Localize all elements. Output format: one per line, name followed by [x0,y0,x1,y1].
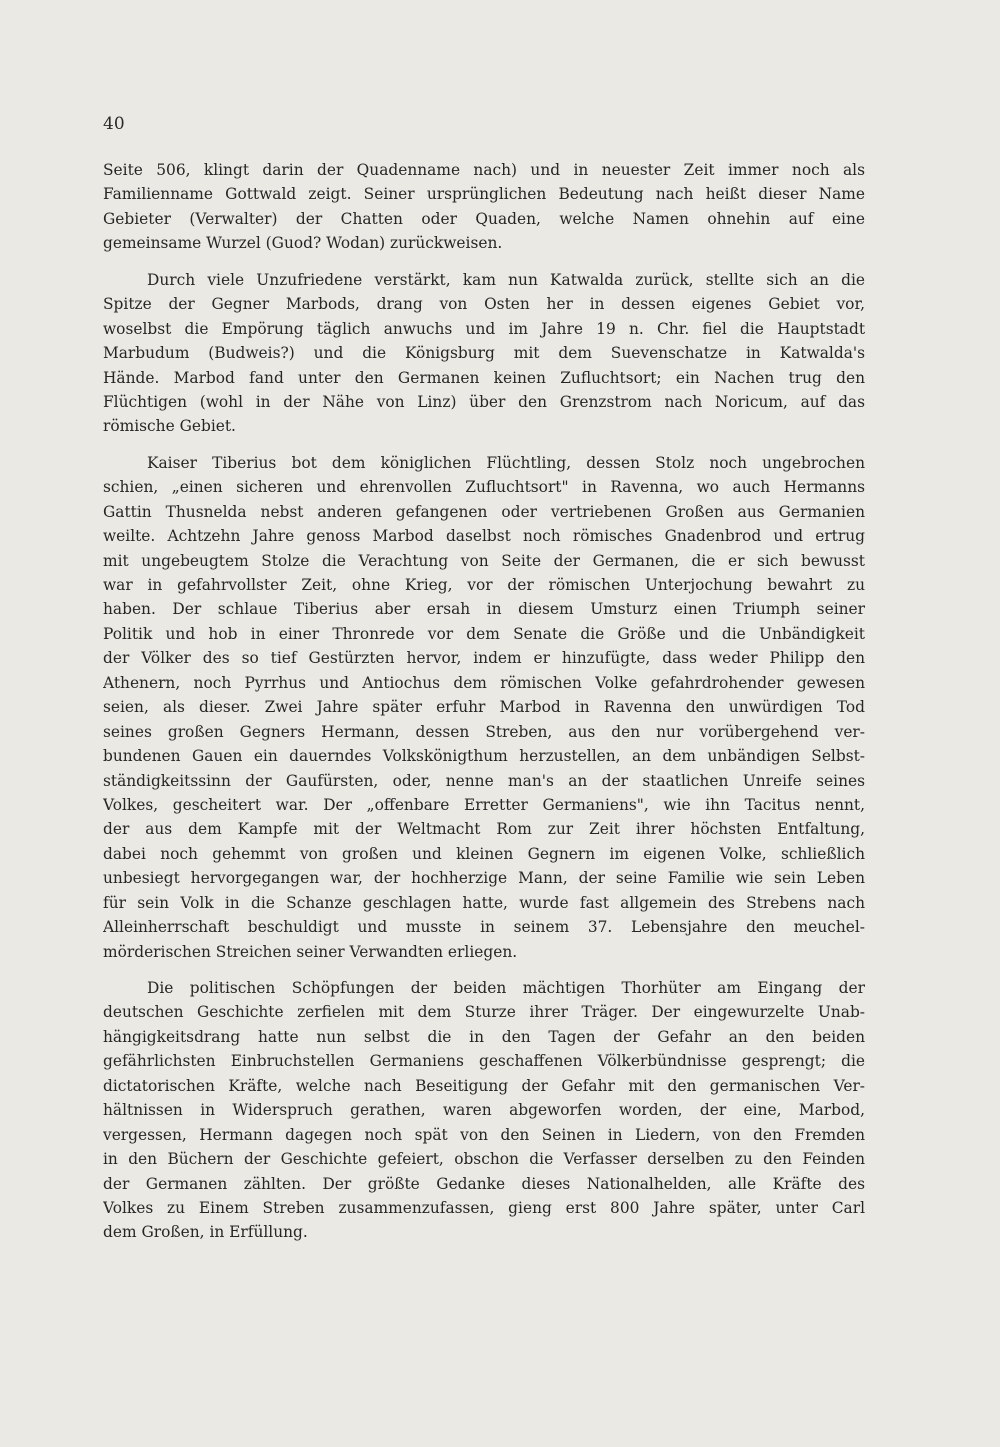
text-line: dictatorischen Kräfte, welche nach Beseitigung der Gefahr mit den germanischen Ver- [103,1076,865,1095]
text-line: Volkes, gescheitert war. Der „offenbare Erretter Germaniens", wie ihn Tacitus nennt, [103,795,865,814]
text-line: seien, als dieser. Zwei Jahre später erfuhr Marbod in Ravenna den unwürdigen Tod [103,698,865,717]
text-line: Die politischen Schöpfungen der beiden mächtigen Thorhüter am Eingang der [147,979,865,997]
text-line: Spitze der Gegner Marbods, drang von Osten her in dessen eigenes Gebiet vor, [103,295,865,314]
text-line: Marbudum (Budweis?) und die Königsburg mit dem Suevenschatze in Katwalda's [103,344,865,363]
text-line: Flüchtigen (wohl in der Nähe von Linz) über den Grenzstrom nach Noricum, auf das [103,392,865,411]
body-text [103,158,865,1245]
text-line: Hände. Marbod fand unter den Germanen keinen Zufluchtsort; ein Nachen trug den [103,368,865,387]
text-line: der Völker des so tief Gestürzten hervor, indem er hinzufügte, dass weder Philipp den [103,649,865,668]
text-line: der Germanen zählten. Der größte Gedanke dieses Nationalhelden, alle Kräfte des [103,1174,865,1193]
text-line: römische Gebiet. [103,417,236,436]
text-line: dabei noch gehemmt von großen und kleinen Gegnern im eigenen Volke, schließlich [103,844,865,863]
text-line: gemeinsame Wurzel (Guod? Wodan) zurückweisen. [103,234,503,253]
text-line: gefährlichsten Einbruchstellen Germaniens geschaffenen Völkerbündnisse gesprengt; die [103,1052,865,1071]
paragraph [103,158,865,256]
text-line: war in gefahrvollster Zeit, ohne Krieg, vor der römischen Unterjochung bewahrt zu [103,576,865,594]
text-line: schien, „einen sicheren und ehrenvollen Zufluchtsort" in Ravenna, wo auch Hermanns [103,478,865,497]
text-line: deutschen Geschichte zerfielen mit dem Sturze ihrer Träger. Der eingewurzelte Unab- [103,1003,865,1022]
text-line: woselbst die Empörung täglich anwuchs und im Jahre 19 n. Chr. fiel die Hauptstadt [103,319,865,338]
text-line: Familienname Gottwald zeigt. Seiner ursprünglichen Bedeutung nach heißt dieser Name [103,185,865,204]
text-line: mit ungebeugtem Stolze die Verachtung von Seite der Germanen, die er sich bewusst [103,551,865,570]
text-line: Kaiser Tiberius bot dem königlichen Flüchtling, dessen Stolz noch ungebrochen [147,453,865,472]
text-line: für sein Volk in die Schanze geschlagen hatte, wurde fast allgemein des Strebens nach [103,893,865,912]
text-line: Alleinherrschaft beschuldigt und musste in seinem 37. Lebensjahre den meuchel- [103,918,865,937]
page-number: 40 [103,114,125,134]
paragraph [103,976,865,1245]
text-line: Politik und hob in einer Thronrede vor dem Senate die Größe und die Unbändigkeit [103,624,865,643]
text-line: der aus dem Kampfe mit der Weltmacht Rom zur Zeit ihrer höchsten Entfaltung, [103,820,865,839]
text-line: seines großen Gegners Hermann, dessen Streben, aus den nur vorübergehend ver- [103,722,865,741]
text-line: Athenern, noch Pyrrhus und Antiochus dem römischen Volke gefahrdrohender gewesen [103,673,865,692]
text-line: Gebieter (Verwalter) der Chatten oder Quaden, welche Namen ohnehin auf eine [103,209,865,228]
text-line: weilte. Achtzehn Jahre genoss Marbod daselbst noch römisches Gnadenbrod und ertrug [103,527,865,546]
text-line: haben. Der schlaue Tiberius aber ersah in diesem Umsturz einen Triumph seiner [103,600,865,619]
text-line: ständigkeitssinn der Gaufürsten, oder, nenne man's an der staatlichen Unreife seines [103,771,865,790]
text-line: dem Großen, in Erfüllung. [103,1223,308,1242]
text-line: hältnissen in Widerspruch gerathen, waren abgeworfen worden, der eine, Marbod, [103,1101,865,1120]
paragraph [103,451,865,964]
text-line: mörderischen Streichen seiner Verwandten erliegen. [103,942,518,961]
text-line: vergessen, Hermann dagegen noch spät von den Seinen in Liedern, von den Fremden [103,1125,865,1144]
text-line: unbesiegt hervorgegangen war, der hochherzige Mann, der seine Familie wie sein Leben [103,869,865,888]
text-line: Seite 506, klingt darin der Quadenname nach) und in neuester Zeit immer noch als [103,161,865,179]
text-line: hängigkeitsdrang hatte nun selbst die in den Tagen der Gefahr an den beiden [103,1027,865,1046]
text-line: Gattin Thusnelda nebst anderen gefangenen oder vertriebenen Großen aus Germanien [103,502,865,521]
paragraph [103,268,865,439]
text-line: Volkes zu Einem Streben zusammenzufassen, gieng erst 800 Jahre später, unter Carl [103,1198,865,1217]
text-line: in den Büchern der Geschichte gefeiert, obschon die Verfasser derselben zu den Feinden [103,1150,865,1169]
text-line: bundenen Gauen ein dauerndes Volkskönigthum herzustellen, an dem unbändigen Selbst- [103,747,865,766]
text-line: Durch viele Unzufriedene verstärkt, kam nun Katwalda zurück, stellte sich an die [147,270,865,289]
